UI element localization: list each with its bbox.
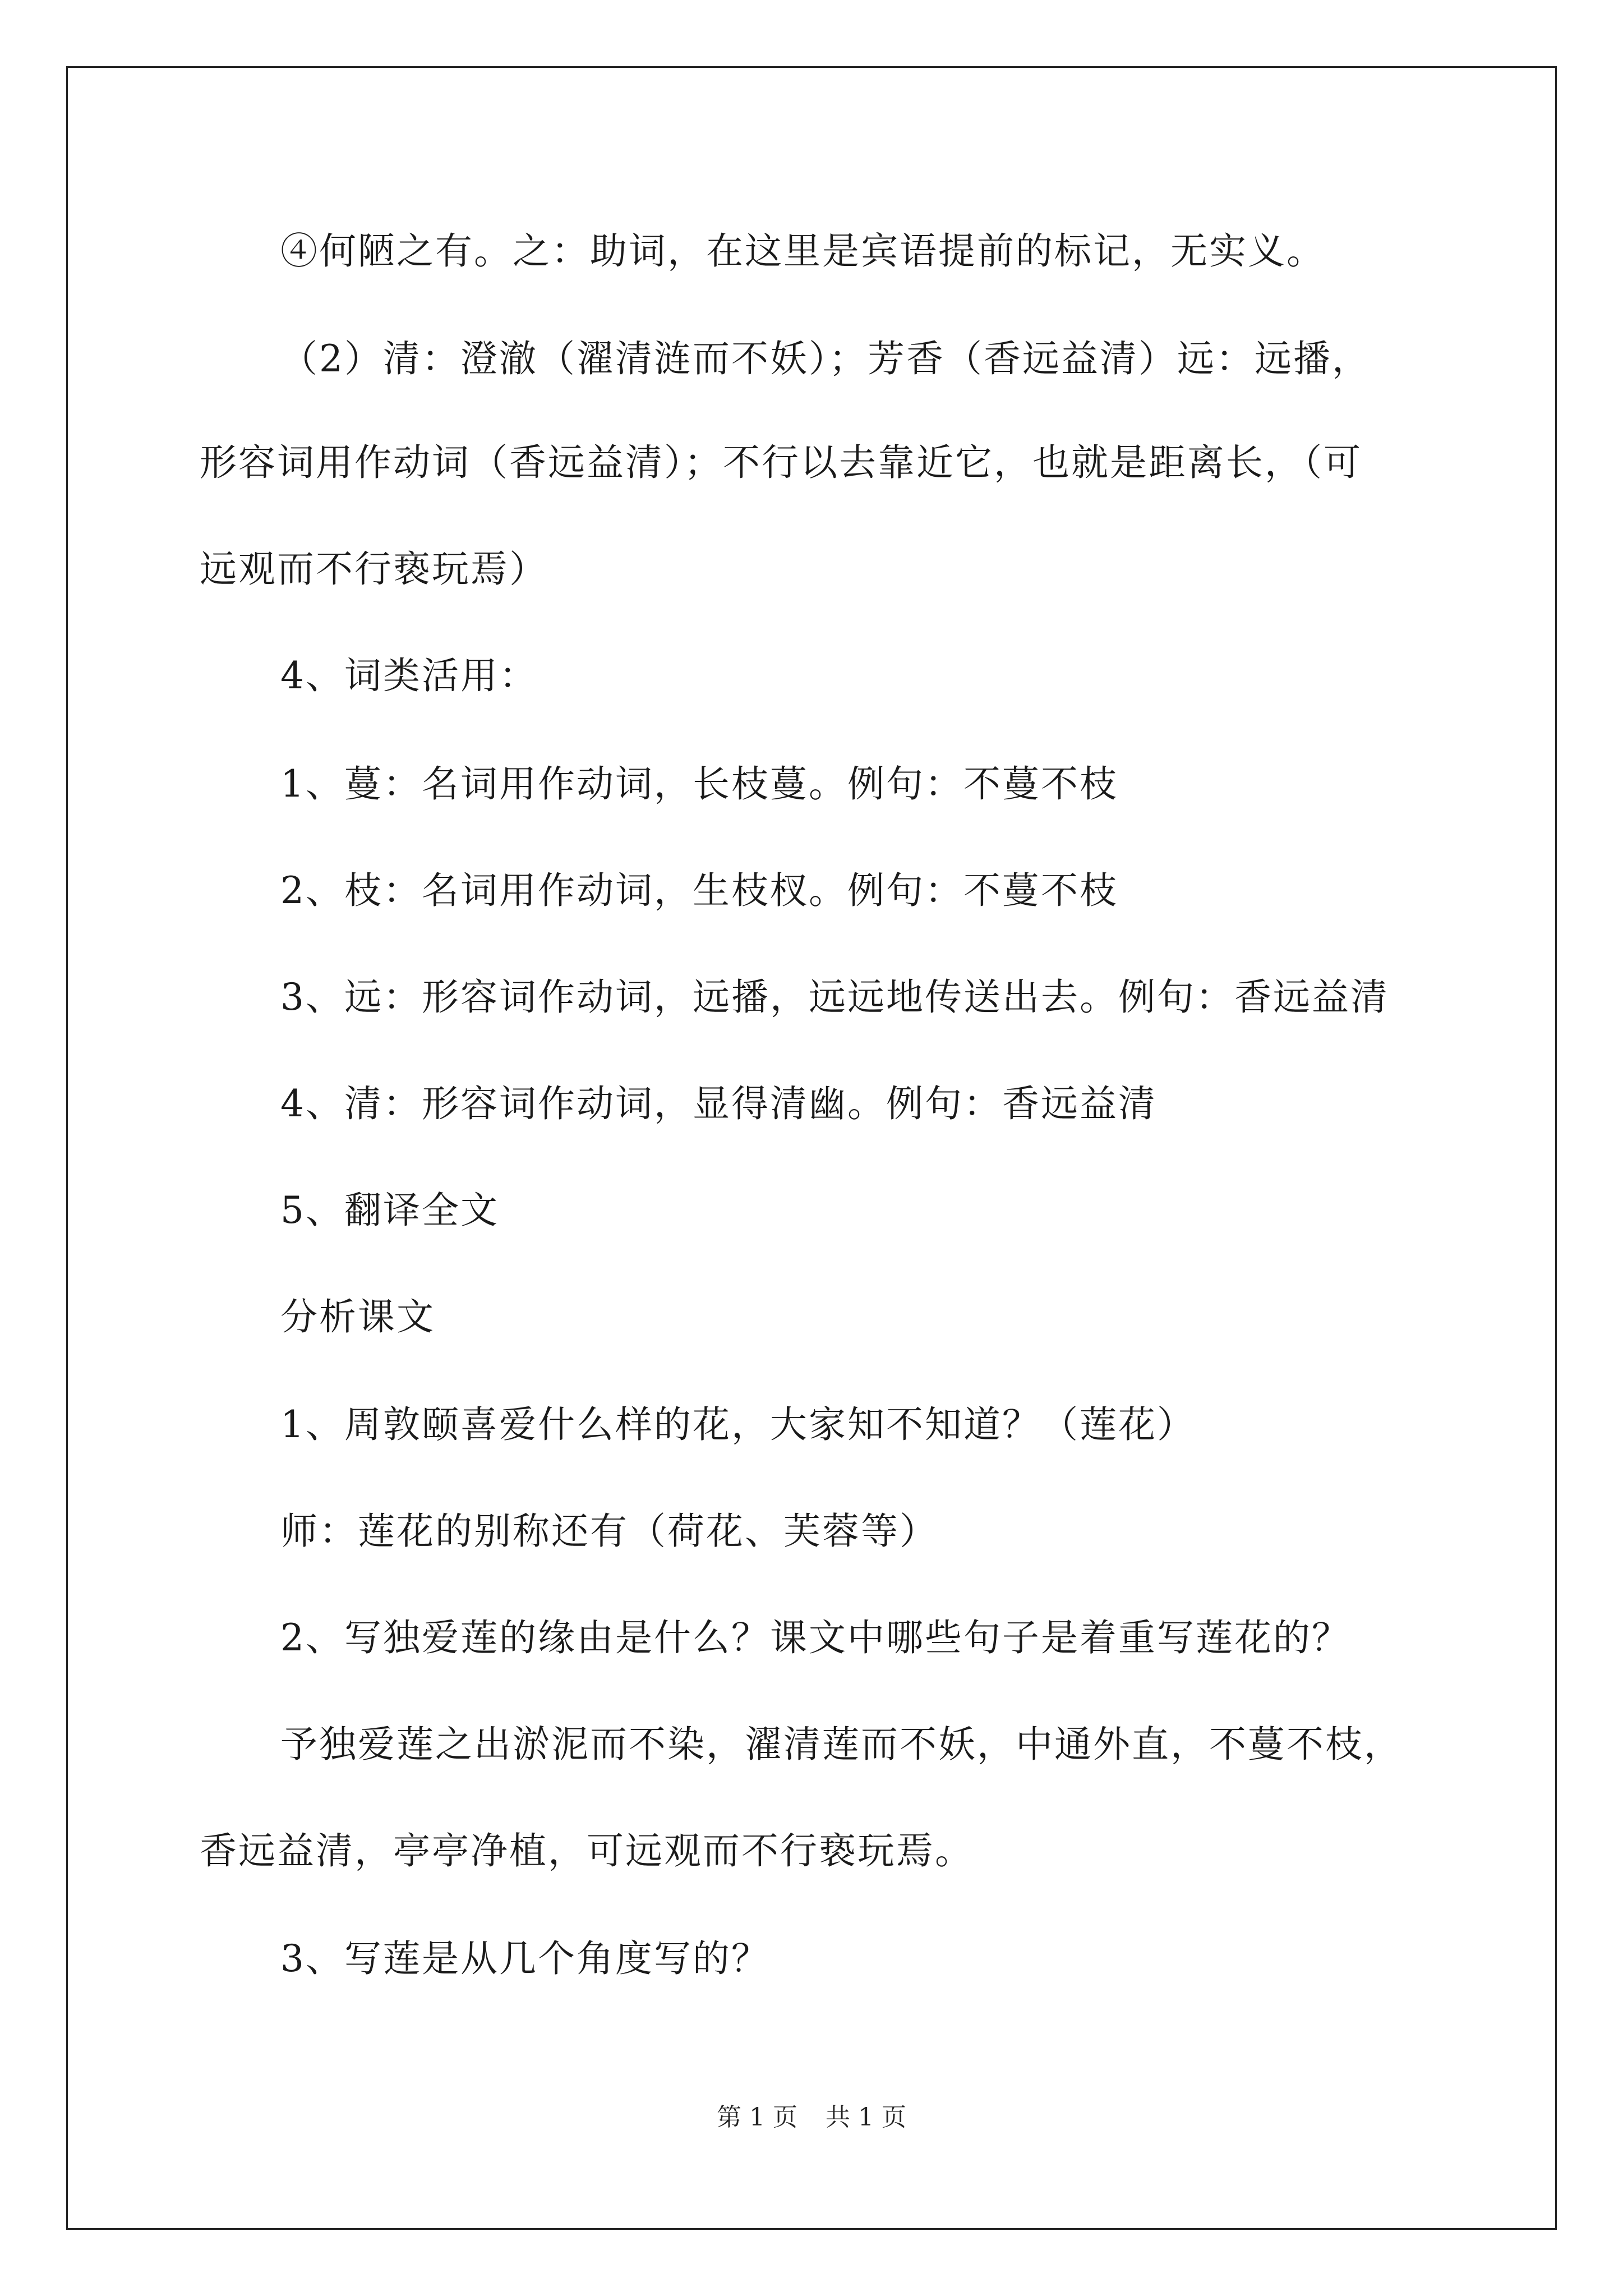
text-line-15: 予独爱莲之出淤泥而不染，濯清莲而不妖，中通外直，不蔓不枝， — [280, 1723, 1403, 1766]
text-line-10: 5、翻译全文 — [280, 1189, 499, 1232]
text-line-3: 形容词用作动词（香远益清）；不行以去靠近它，也就是距离长，（可 — [200, 441, 1362, 484]
page-total: 共 1 页 — [826, 2103, 906, 2132]
text-line-6: 1、蔓：名词用作动词，长枝蔓。例句：不蔓不枝 — [280, 762, 1118, 806]
text-line-8: 3、远：形容词作动词，远播，远远地传送出去。例句：香远益清 — [280, 976, 1389, 1019]
text-line-17: 3、写莲是从几个角度写的？ — [280, 1937, 770, 1980]
text-line-2: （2）清：澄澈（濯清涟而不妖）；芳香（香远益清）远：远播， — [280, 337, 1371, 380]
text-line-7: 2、枝：名词用作动词，生枝杈。例句：不蔓不枝 — [280, 869, 1118, 912]
text-line-5: 4、词类活用： — [280, 654, 538, 697]
text-line-1: ④何陋之有。之：助词，在这里是宾语提前的标记，无实义。 — [280, 229, 1325, 273]
text-line-4: 远观而不行亵玩焉） — [200, 547, 548, 591]
text-line-9: 4、清：形容词作动词，显得清幽。例句：香远益清 — [280, 1082, 1157, 1125]
text-line-14: 2、写独爱莲的缘由是什么？课文中哪些句子是着重写莲花的？ — [280, 1616, 1350, 1659]
text-line-12: 1、周敦颐喜爱什么样的花，大家知不知道？（莲花） — [280, 1403, 1196, 1446]
text-line-16: 香远益清，亭亭净植，可远观而不行亵玩焉。 — [200, 1829, 974, 1872]
page-border — [66, 66, 1557, 2230]
page-footer — [0, 2101, 1623, 2134]
page-number: 第 1 页 — [717, 2103, 797, 2132]
text-line-11: 分析课文 — [280, 1295, 435, 1338]
text-line-13: 师：莲花的别称还有（荷花、芙蓉等） — [280, 1510, 938, 1553]
